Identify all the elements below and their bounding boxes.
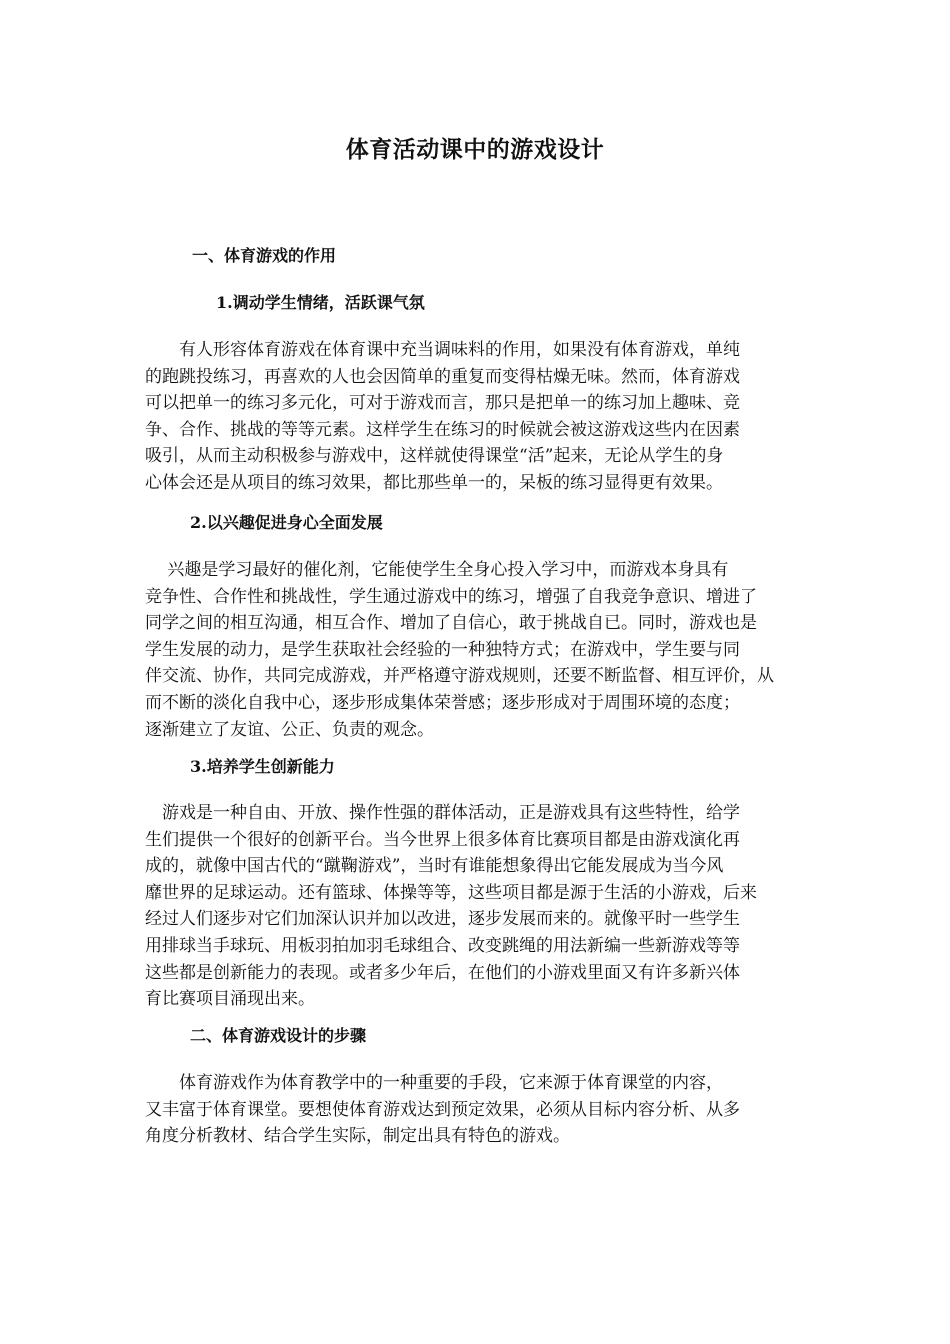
subsection-heading-3: 3.培养学生创新能力 <box>190 757 335 776</box>
section-heading-2: 二、体育游戏设计的步骤 <box>190 1026 367 1045</box>
paragraph-line: 而不断的淡化自我中心，逐步形成集体荣誉感；逐步形成对于周围环境的态度； <box>145 692 740 713</box>
paragraph-line: 逐渐建立了友谊、公正、负责的观念。 <box>145 719 434 740</box>
document-title: 体育活动课中的游戏设计 <box>345 136 605 163</box>
subsection-heading-2: 2.以兴趣促进身心全面发展 <box>190 513 383 532</box>
paragraph-line: 这些都是创新能力的表现。或者多少年后，在他们的小游戏里面又有许多新兴体 <box>145 962 740 983</box>
paragraph-line: 同学之间的相互沟通，相互合作、增加了自信心，敢于挑战自已。同时，游戏也是 <box>145 613 757 634</box>
paragraph-4 <box>145 1070 809 1150</box>
paragraph-line: 吸引，从而主动积极参与游戏中，这样就使得课堂“活”起来，无论从学生的身 <box>145 446 724 467</box>
paragraph-line: 心体会还是从项目的练习效果，都比那些单一的，呆板的练习显得更有效果。 <box>145 472 723 493</box>
paragraph-2 <box>145 557 809 743</box>
paragraph-line: 游戏是一种自由、开放、操作性强的群体活动，正是游戏具有这些特性，给学 <box>145 803 740 823</box>
section-heading-1: 一、体育游戏的作用 <box>192 246 337 265</box>
paragraph-line: 角度分析教材、结合学生实际，制定出具有特色的游戏。 <box>145 1126 570 1147</box>
paragraph-line: 靡世界的足球运动。还有篮球、体操等等，这些项目都是源于生活的小游戏，后来 <box>145 882 757 903</box>
paragraph-line: 的跑跳投练习，再喜欢的人也会因简单的重复而变得枯燥无味。然而，体育游戏 <box>145 366 740 387</box>
paragraph-line: 育比赛项目涌现出来。 <box>145 989 315 1010</box>
paragraph-line: 经过人们逐步对它们加深认识并加以改进，逐步发展而来的。就像平时一些学生 <box>145 909 740 930</box>
paragraph-line: 体育游戏作为体育教学中的一种重要的手段，它来源于体育课堂的内容， <box>145 1073 723 1093</box>
paragraph-line: 竞争性、合作性和挑战性，学生通过游戏中的练习，增强了自我竞争意识、增进了 <box>145 586 757 607</box>
paragraph-line: 又丰富于体育课堂。要想使体育游戏达到预定效果，必须从目标内容分析、从多 <box>145 1099 740 1120</box>
paragraph-line: 有人形容体育游戏在体育课中充当调味料的作用，如果没有体育游戏，单纯 <box>145 340 740 360</box>
paragraph-line: 生们提供一个很好的创新平台。当今世界上很多体育比赛项目都是由游戏演化再 <box>145 829 740 850</box>
paragraph-3 <box>145 800 809 1013</box>
paragraph-line: 成的，就像中国古代的“蹴鞠游戏”，当时有谁能想象得出它能发展成为当今风 <box>145 856 724 877</box>
paragraph-1 <box>145 337 809 497</box>
paragraph-line: 可以把单一的练习多元化，可对于游戏而言，那只是把单一的练习加上趣味、竞 <box>145 393 740 414</box>
paragraph-line: 伴交流、协作，共同完成游戏，并严格遵守游戏规则，还要不断监督、相互评价，从 <box>145 666 774 687</box>
paragraph-line: 用排球当手球玩、用板羽拍加羽毛球组合、改变跳绳的用法新编一些新游戏等等 <box>145 935 740 956</box>
paragraph-line: 学生发展的动力，是学生获取社会经验的一种独特方式；在游戏中，学生要与同 <box>145 639 740 660</box>
subsection-heading-1: 1.调动学生情绪，活跃课气氛 <box>216 293 425 312</box>
paragraph-line: 争、合作、挑战的等等元素。这样学生在练习的时候就会被这游戏这些内在因素 <box>145 419 740 440</box>
paragraph-line: 兴趣是学习最好的催化剂，它能使学生全身心投入学习中，而游戏本身具有 <box>145 560 729 580</box>
